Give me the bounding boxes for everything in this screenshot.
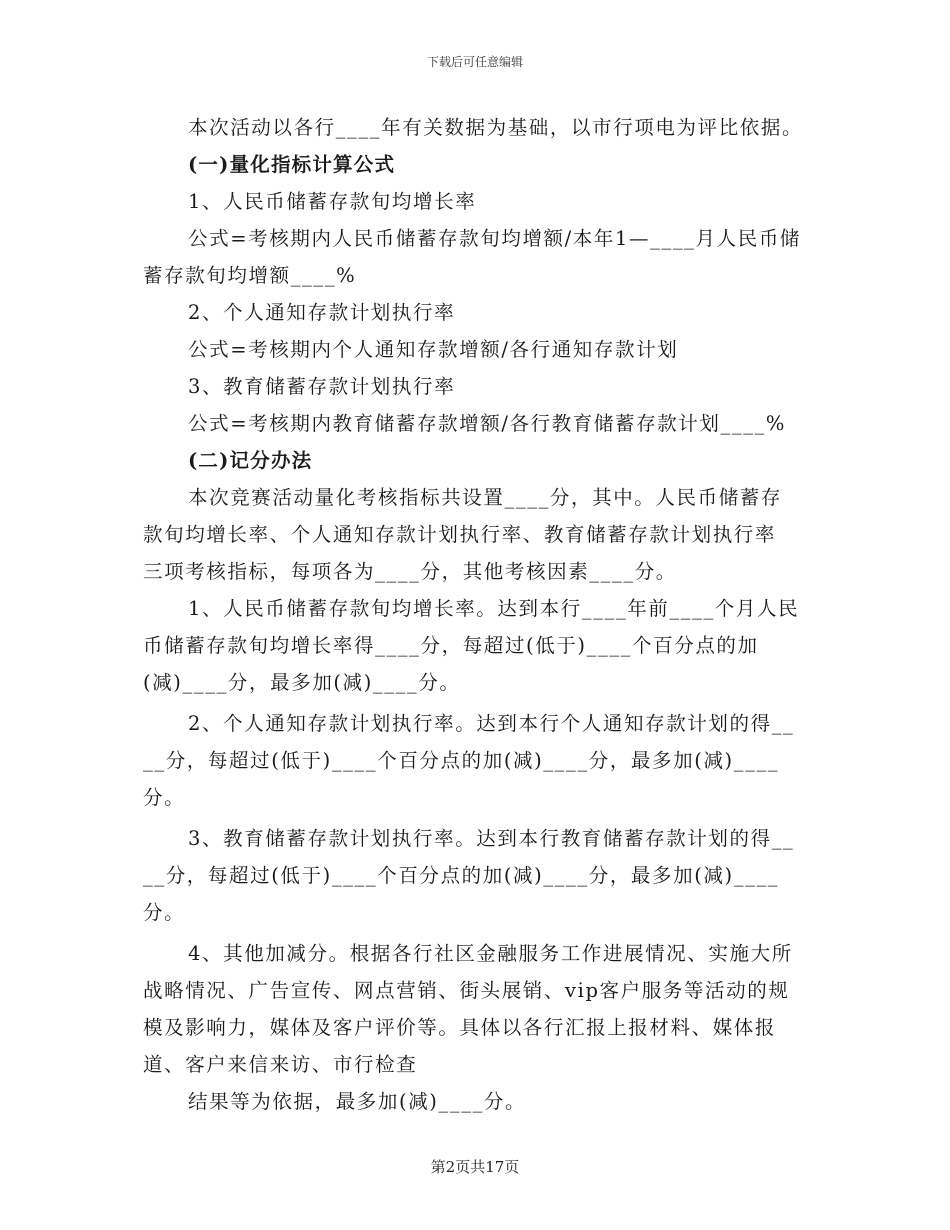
paragraph-line: 模及影响力，媒体及客户评价等。具体以各行汇报上报材料、媒体报 — [143, 1016, 777, 1039]
paragraph-line: 款旬均增长率、个人通知存款计划执行率、教育储蓄存款计划执行率 — [143, 523, 777, 546]
page-header: 下载后可任意编辑 — [426, 55, 523, 69]
formula-line: 公式=考核期内个人通知存款增额/各行通知存款计划 — [188, 338, 679, 361]
paragraph-line: 分。 — [143, 786, 186, 809]
paragraph-line: 2、个人通知存款计划执行率。达到本行个人通知存款计划的得__ — [188, 712, 795, 735]
paragraph-line: 3、教育储蓄存款计划执行率。达到本行教育储蓄存款计划的得__ — [188, 827, 795, 850]
paragraph-line: 道、客户来信来访、市行检查 — [143, 1053, 418, 1076]
item-heading-education-savings: 3、教育储蓄存款计划执行率 — [188, 375, 456, 398]
paragraph-line: 本次竞赛活动量化考核指标共设置____分，其中。人民币储蓄存 — [188, 486, 783, 509]
paragraph-line: (减)____分，最多加(减)____分。 — [143, 671, 461, 694]
paragraph-line: __分，每超过(低于)____个百分点的加(减)____分，最多加(减)____ — [143, 864, 780, 887]
paragraph-line: __分，每超过(低于)____个百分点的加(减)____分，最多加(减)____ — [143, 749, 780, 772]
formula-line: 公式=考核期内教育储蓄存款增额/各行教育储蓄存款计划____% — [188, 412, 787, 435]
section-heading-scoring-method: (二)记分办法 — [188, 449, 313, 472]
document-body — [143, 109, 808, 1120]
paragraph-line: 币储蓄存款旬均增长率得____分，每超过(低于)____个百分点的加 — [143, 634, 759, 657]
formula-line: 公式=考核期内人民币储蓄存款旬均增额/本年1—____月人民币储 — [188, 227, 802, 250]
item-heading-rmb-savings-growth: 1、人民币储蓄存款旬均增长率 — [188, 190, 477, 213]
paragraph-line: 战略情况、广告宣传、网点营销、街头展销、vip客户服务等活动的规 — [143, 979, 790, 1002]
paragraph-line: 结果等为依据，最多加(减)____分。 — [188, 1090, 527, 1113]
formula-line-continued: 蓄存款旬均增额____% — [143, 264, 357, 287]
paragraph-line: 分。 — [143, 901, 186, 924]
paragraph-line: 4、其他加减分。根据各行社区金融服务工作进展情况、实施大所 — [188, 942, 793, 965]
paragraph-line: 1、人民币储蓄存款旬均增长率。达到本行____年前____个月人民 — [188, 597, 800, 620]
paragraph-line: 本次活动以各行____年有关数据为基础，以市行项电为评比依据。 — [188, 116, 804, 139]
page-footer: 第2页共17页 — [430, 1158, 520, 1176]
item-heading-notice-deposit: 2、个人通知存款计划执行率 — [188, 301, 456, 324]
section-heading-quantitative-formula: (一)量化指标计算公式 — [188, 153, 396, 176]
paragraph-line: 三项考核指标，每项各为____分，其他考核因素____分。 — [143, 560, 677, 583]
